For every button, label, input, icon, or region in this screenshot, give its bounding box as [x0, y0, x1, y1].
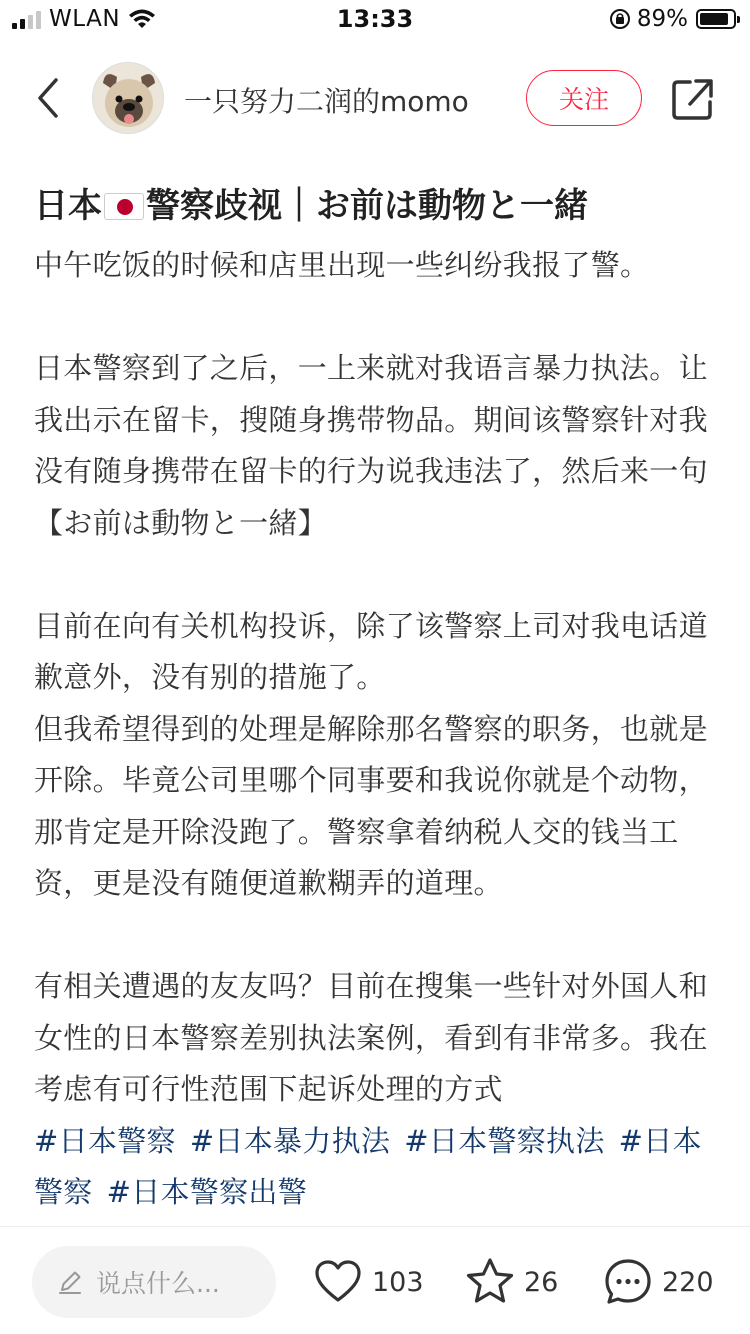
hashtag-link[interactable]: #日本警察执法 [404, 1123, 605, 1158]
follow-button[interactable]: 关注 [526, 70, 642, 126]
post-title [34, 178, 724, 227]
collect-count: 26 [524, 1266, 559, 1298]
hashtag-link[interactable]: #日本警察出警 [106, 1175, 308, 1209]
star-icon [464, 1256, 516, 1308]
pen-icon [56, 1268, 84, 1296]
hashtag-link[interactable]: #日本警察 [34, 1123, 702, 1209]
author-avatar[interactable] [92, 62, 164, 134]
orientation-lock-icon [609, 8, 631, 30]
comment-count: 220 [662, 1266, 714, 1298]
comment-bubble-icon [602, 1256, 654, 1308]
author-name[interactable]: 一只努力二润的momo [184, 85, 469, 118]
collect-button[interactable] [464, 1254, 558, 1310]
like-button[interactable] [312, 1254, 424, 1310]
battery-icon [696, 9, 736, 29]
body-paragraph: 目前在向有关机构投诉，除了该警察上司对我电话道歉意外，没有别的措施了。 [34, 608, 708, 694]
heart-icon [312, 1256, 364, 1308]
comment-input[interactable] [32, 1246, 276, 1318]
bottom-divider [0, 1226, 750, 1227]
hashtag-link[interactable]: #日本警察 [34, 1123, 176, 1158]
status-time: 13:33 [336, 5, 414, 33]
body-blank-line [34, 549, 724, 601]
status-bar [0, 0, 750, 44]
body-paragraph: 有相关遭遇的友友吗？目前在搜集一些针对外国人和女性的日本警察差别执法案例，看到有非常多。我在考虑有可行性范围下起诉处理的方式 [34, 969, 708, 1106]
hashtag-link[interactable]: #日本暴力执法 [189, 1123, 391, 1158]
comment-button[interactable] [602, 1254, 714, 1310]
body-paragraph: 中午吃饭的时候和店里出现一些纠纷我报了警。 [34, 248, 650, 282]
body-blank-line [34, 910, 724, 962]
back-arrow-icon [30, 76, 70, 120]
body-blank-line [34, 292, 724, 344]
post-body [34, 240, 724, 1219]
dog-avatar-image [93, 63, 164, 134]
battery-percent: 89% [636, 6, 688, 32]
tag-list [34, 1116, 724, 1219]
post-header [0, 60, 750, 136]
like-count: 103 [372, 1266, 424, 1298]
comment-placeholder: 说点什么... [96, 1269, 220, 1298]
japan-flag-icon [104, 193, 144, 220]
share-button[interactable] [668, 74, 718, 124]
title-part-1: 日本 [34, 186, 102, 226]
carrier-label: WLAN [49, 6, 121, 32]
body-paragraph: 日本警察到了之后，一上来就对我语言暴力执法。让我出示在留卡，搜随身携带物品。期间该警察针对我没有随身携带在留卡的行为说我违法了，然后来一句【お前は動物と一緒】 [34, 351, 708, 540]
status-right [609, 6, 736, 32]
body-paragraph: 但我希望得到的处理是解除那名警察的职务，也就是开除。毕竟公司里哪个同事要和我说你就是个动物，那肯定是开除没跑了。警察拿着纳税人交的钱当工资，更是没有随便道歉糊弄的道理。 [34, 711, 708, 900]
title-part-2: 警察歧视｜お前は動物と一緒 [146, 186, 588, 226]
back-button[interactable] [30, 76, 70, 120]
share-icon [668, 74, 718, 124]
